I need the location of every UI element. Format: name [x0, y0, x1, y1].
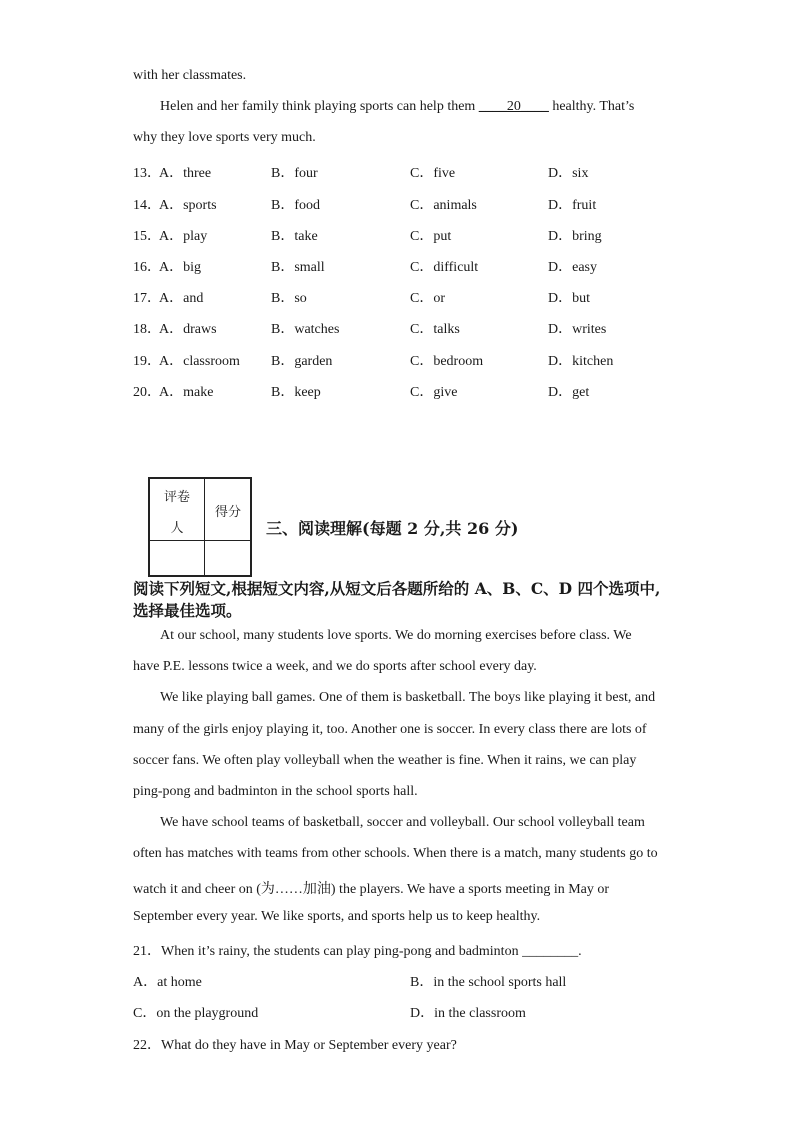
passage-line: with her classmates.: [133, 68, 247, 83]
question-number: 15．: [133, 229, 161, 244]
option-a: A．big: [159, 260, 201, 275]
reading-line: watch it and cheer on (为……加油) the players. We have a sports meeting in May or: [133, 882, 610, 897]
option-c: C．five: [410, 166, 456, 181]
passage-text: Helen and her family think playing sports can help them: [160, 99, 479, 114]
option-b: B．small: [271, 260, 325, 275]
question-21: 21．When it’s rainy, the students can play ping-pong and badminton ________.: [133, 944, 582, 959]
reading-line: At our school, many students love sports. We do morning exercises before class. We: [160, 628, 632, 643]
option-c: C．or: [410, 291, 445, 306]
option-c: C．talks: [410, 322, 460, 337]
question-number: 20．: [133, 385, 161, 400]
option-a: A．three: [159, 166, 212, 181]
option-a: A．play: [159, 229, 208, 244]
option-a: A．at home: [133, 975, 202, 990]
option-d: D．get: [548, 385, 590, 400]
option-a: A．draws: [159, 322, 217, 337]
question-number: 13．: [133, 166, 161, 181]
option-b: B．keep: [271, 385, 321, 400]
option-d: D．bring: [548, 229, 602, 244]
option-b: B．food: [271, 198, 320, 213]
reading-line: many of the girls enjoy playing it, too. Another one is soccer. In every class there are lots of: [133, 722, 647, 737]
grader-label: 评卷: [163, 490, 190, 505]
score-table: [148, 477, 252, 577]
reading-line: often has matches with teams from other schools. When there is a match, many students go to: [133, 846, 658, 861]
section-title: 三、阅读理解(每题 2 分,共 26 分): [266, 519, 519, 538]
passage-line: why they love sports very much.: [133, 130, 316, 145]
question-number: 17．: [133, 291, 161, 306]
option-b: B．so: [271, 291, 307, 306]
reading-line: We have school teams of basketball, soccer and volleyball. Our school volleyball team: [160, 815, 645, 830]
score-cell[interactable]: [205, 541, 252, 577]
option-d: D．writes: [548, 322, 607, 337]
option-c: C．animals: [410, 198, 477, 213]
reading-line: have P.E. lessons twice a week, and we do sports after school every day.: [133, 659, 537, 674]
option-b: B．in the school sports hall: [410, 975, 567, 990]
question-number: 16．: [133, 260, 161, 275]
option-b: B．take: [271, 229, 318, 244]
passage-text: healthy. That’s: [548, 99, 635, 114]
option-d: D．but: [548, 291, 590, 306]
option-b: B．garden: [271, 354, 333, 369]
reading-line: soccer fans. We often play volleyball when the weather is fine. When it rains, we can play: [133, 753, 637, 768]
option-a: A．classroom: [159, 354, 240, 369]
option-a: A．make: [159, 385, 214, 400]
question-22: 22．What do they have in May or September every year?: [133, 1038, 457, 1053]
section-instructions: 阅读下列短文,根据短文内容,从短文后各题所给的 A、B、C、D 四个选项中,选择最佳选项。: [133, 579, 661, 620]
grader-cell[interactable]: [150, 541, 203, 577]
option-a: A．and: [159, 291, 204, 306]
option-d: D．in the classroom: [410, 1006, 526, 1021]
option-d: D．easy: [548, 260, 597, 275]
option-d: D．six: [548, 166, 589, 181]
reading-line: ping-pong and badminton in the school sports hall.: [133, 784, 418, 799]
option-c: C．bedroom: [410, 354, 484, 369]
question-number: 19．: [133, 354, 161, 369]
option-d: D．fruit: [548, 198, 597, 213]
option-c: C．difficult: [410, 260, 479, 275]
option-b: B．four: [271, 166, 318, 181]
question-number: 18．: [133, 322, 161, 337]
option-a: A．sports: [159, 198, 217, 213]
option-c: C．give: [410, 385, 458, 400]
score-label: 得分: [214, 505, 241, 520]
option-d: D．kitchen: [548, 354, 614, 369]
question-number: 14．: [133, 198, 161, 213]
reading-line: We like playing ball games. One of them is basketball. The boys like playing it best, and: [160, 690, 656, 705]
grader-label-line2: 人: [170, 521, 184, 536]
option-c: C．on the playground: [133, 1006, 259, 1021]
option-b: B．watches: [271, 322, 340, 337]
blank-20: ____20____: [478, 99, 549, 114]
option-c: C．put: [410, 229, 452, 244]
passage-line: [160, 99, 634, 115]
reading-line: September every year. We like sports, and sports help us to keep healthy.: [133, 909, 541, 924]
